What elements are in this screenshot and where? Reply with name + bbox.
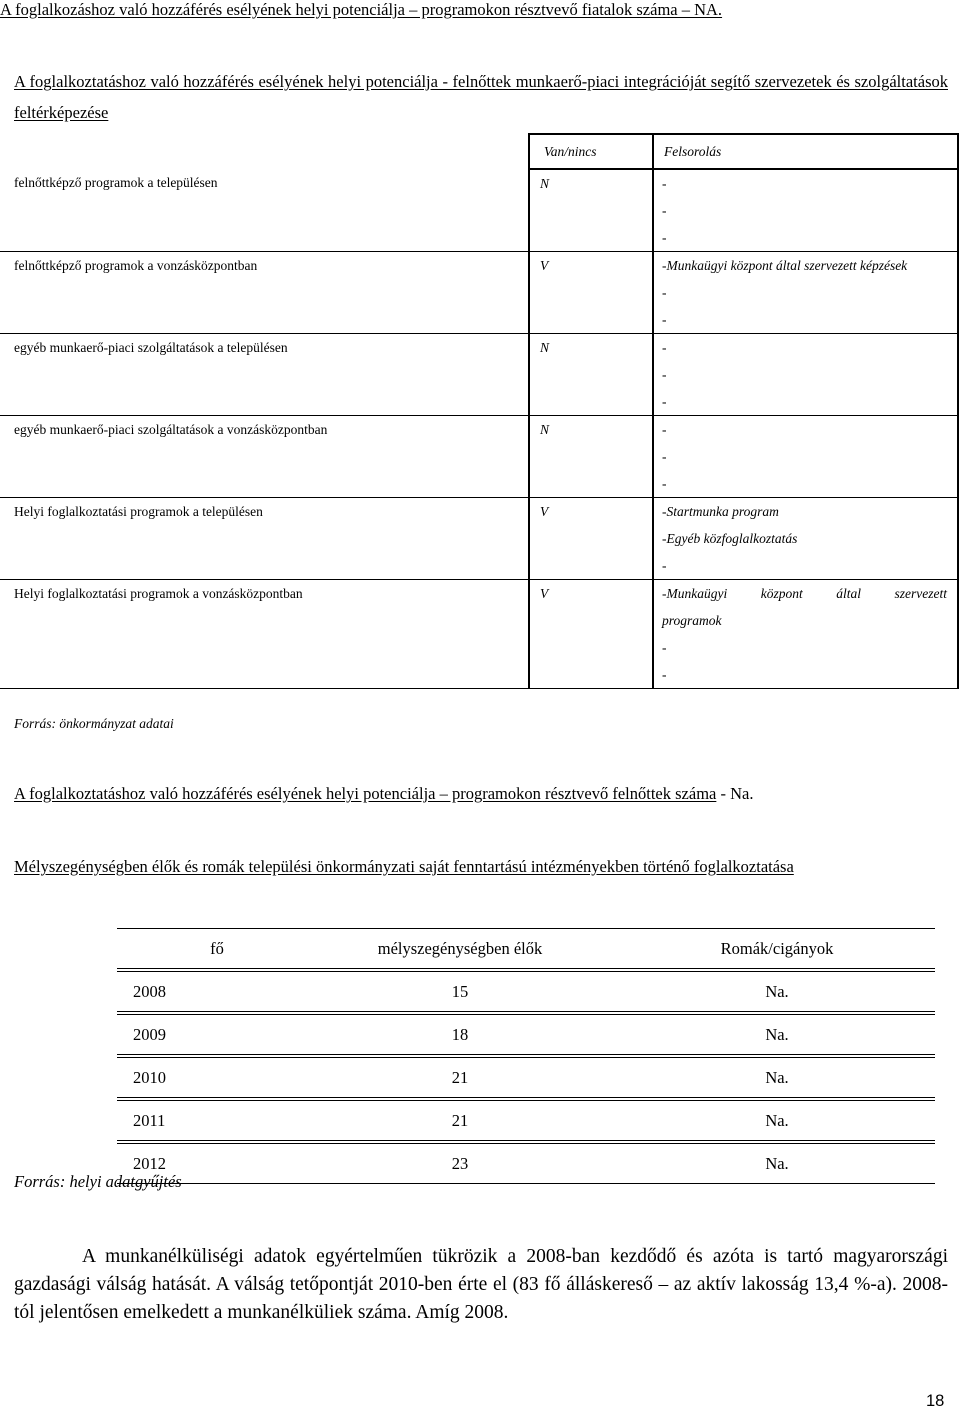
header-van-nincs: Van/nincs [529,134,653,169]
service-availability: N [529,169,653,252]
service-list-item: - [662,203,667,218]
service-list-item: programok [662,613,722,628]
service-list-item: - [662,285,667,300]
poverty-count-cell: 18 [301,1015,619,1055]
employment-row [117,1015,935,1055]
service-list-item: - [662,312,667,327]
service-list-item: - [662,340,667,355]
service-list-item: - [662,230,667,245]
closing-paragraph: A munkanélküliségi adatok egyértelműen tükrözik a 2008-ban kezdődő és azóta is tartó magyarországi gazdasági válság hatását. A válság tetőpontját 2010-ben érte el (83 fő álláskereső – az aktív lakosság 13,4 %-a). 2008-tól jelentősen emelkedett a munkanélküliek száma. Amíg 2008. [14,1246,948,1323]
service-list-item: - [662,422,667,437]
service-list [653,498,958,580]
roma-count-cell: Na. [619,1101,935,1141]
header-felsorolas: Felsorolás [653,134,958,169]
page-number: 18 [926,1392,945,1410]
employment-paragraph: Mélyszegénységben élők és romák települési önkormányzati saját fenntartású intézményekben történő foglalkoztatása [14,857,794,876]
service-label: Helyi foglalkoztatási programok a vonzásközpontban [0,580,529,689]
employment-row [117,1144,935,1184]
service-list [653,580,958,689]
service-list [653,334,958,416]
service-label: felnőttképző programok a vonzásközpontban [0,252,529,334]
services-table-header [0,134,958,169]
roma-count-cell: Na. [619,1015,935,1055]
table2-source: Forrás: helyi adatgyűjtés [14,1172,182,1191]
header-fo: fő [117,929,301,969]
services-row [0,334,958,416]
service-list-item: -Startmunka program [662,504,779,519]
roma-count-cell: Na. [619,1058,935,1098]
service-availability: V [529,580,653,689]
adult-participants-rest: - Na. [716,784,754,803]
service-list-item: - [662,367,667,382]
table1-source: Forrás: önkormányzat adatai [14,716,174,731]
adult-participants-paragraph [14,784,753,804]
service-list-item: -Munkaügyi központ által szervezett [662,586,947,601]
services-row [0,580,958,689]
roma-count-cell: Na. [619,972,935,1012]
service-availability: N [529,334,653,416]
year-cell: 2008 [117,972,301,1012]
service-list-item: - [662,667,667,682]
poverty-count-cell: 23 [301,1144,619,1184]
services-row [0,416,958,498]
header-melyszegenyseg: mélyszegénységben élők [301,929,619,969]
service-list-item: - [662,558,667,573]
services-table [0,133,959,689]
poverty-count-cell: 21 [301,1101,619,1141]
service-list-item: - [662,176,667,191]
service-label: egyéb munkaerő-piaci szolgáltatások a vonzásközpontban [0,416,529,498]
service-list [653,252,958,334]
services-row [0,169,958,252]
service-label: felnőttképző programok a településen [0,169,529,252]
year-cell: 2011 [117,1101,301,1141]
service-list [653,169,958,252]
service-list-item: - [662,476,667,491]
year-cell: 2010 [117,1058,301,1098]
header-blank [0,134,529,169]
service-availability: V [529,498,653,580]
header-romak: Romák/cigányok [619,929,935,969]
employment-table-header [117,929,935,969]
page-top-title: A foglalkozáshoz való hozzáférés esélyének helyi potenciálja – programokon résztvevő fiatalok száma – NA. [0,0,723,19]
service-availability: V [529,252,653,334]
employment-row [117,1101,935,1141]
service-label: Helyi foglalkoztatási programok a településen [0,498,529,580]
service-list-item: - [662,394,667,409]
services-row [0,498,958,580]
service-availability: N [529,416,653,498]
employment-table [117,928,935,1184]
employment-row [117,972,935,1012]
poverty-count-cell: 21 [301,1058,619,1098]
poverty-count-cell: 15 [301,972,619,1012]
year-cell: 2012 [117,1144,301,1184]
section-title: A foglalkoztatáshoz való hozzáférés esélyének helyi potenciálja - felnőttek munkaerő-piaci integrációját segítő szervezetek és szolgáltatások feltérképezése [14,72,948,122]
service-list-item: - [662,449,667,464]
roma-count-cell: Na. [619,1144,935,1184]
service-list-item: - [662,640,667,655]
adult-participants-underlined: A foglalkoztatáshoz való hozzáférés esélyének helyi potenciálja – programokon résztvevő felnőttek száma [14,784,717,803]
employment-row [117,1058,935,1098]
service-list-item: -Munkaügyi központ által szervezett képzések [662,258,908,273]
service-label: egyéb munkaerő-piaci szolgáltatások a településen [0,334,529,416]
service-list-item: -Egyéb közfoglalkoztatás [662,531,798,546]
service-list [653,416,958,498]
services-row [0,252,958,334]
year-cell: 2009 [117,1015,301,1055]
